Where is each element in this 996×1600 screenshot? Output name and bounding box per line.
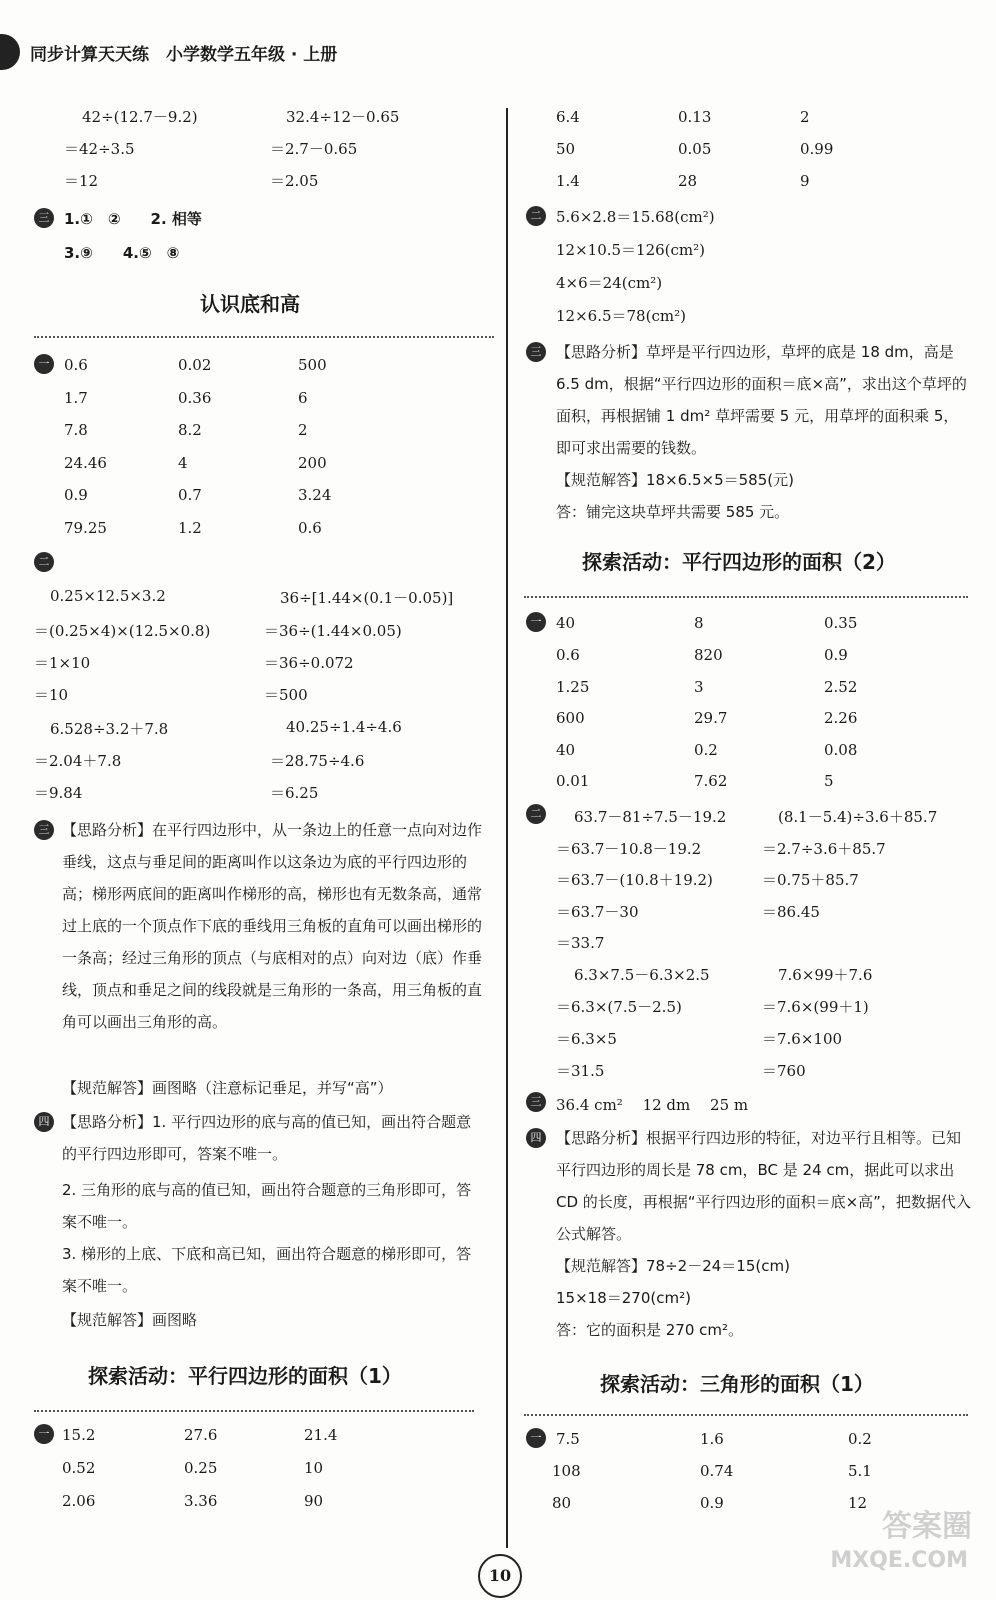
dotted-rule xyxy=(34,1410,474,1412)
section-title: 认识底和高 xyxy=(200,292,300,316)
calc-line: ＝2.05 xyxy=(270,172,319,190)
calc-line: ＝7.6×(99＋1) xyxy=(762,998,869,1016)
grid-cell: 90 xyxy=(304,1492,324,1510)
grid-cell: 0.05 xyxy=(678,140,712,158)
grid-cell: 3.24 xyxy=(298,486,332,504)
calc-line: ＝9.84 xyxy=(34,784,83,802)
calc-line: 12×10.5＝126(cm²) xyxy=(556,241,706,259)
grid-cell: 27.6 xyxy=(184,1426,218,1444)
part-marker-4: 四 xyxy=(34,1112,54,1132)
grid-cell: 6.4 xyxy=(556,108,580,126)
grid-cell: 2.52 xyxy=(824,678,858,696)
grid-cell: 0.2 xyxy=(848,1430,872,1448)
grid-cell: 29.7 xyxy=(694,709,728,727)
grid-cell: 0.6 xyxy=(556,646,580,664)
grid-cell: 0.74 xyxy=(700,1462,734,1480)
grid-cell: 108 xyxy=(552,1462,581,1480)
calc-line: ＝12 xyxy=(64,172,99,190)
part-marker-2: 二 xyxy=(526,206,546,226)
grid-cell: 200 xyxy=(298,454,327,472)
grid-cell: 0.2 xyxy=(694,741,718,759)
calc-line: ＝10 xyxy=(34,686,69,704)
part-marker-3: 三 xyxy=(526,342,546,362)
calc-line: 15×18＝270(cm²) xyxy=(556,1289,691,1307)
calc-line: 40.25÷1.4÷4.6 xyxy=(286,718,402,736)
grid-cell: 0.01 xyxy=(556,772,590,790)
grid-cell: 0.7 xyxy=(178,486,202,504)
conclusion: 答：铺完这块草坪共需要 585 元。 xyxy=(556,503,790,521)
calc-line: ＝(0.25×4)×(12.5×0.8) xyxy=(34,622,211,640)
analysis-paragraph: 3. 梯形的上底、下底和高已知，画出符合题意的梯形即可，答案不唯一。 xyxy=(62,1245,472,1295)
column-divider xyxy=(506,108,508,1548)
grid-cell: 8.2 xyxy=(178,421,202,439)
calc-line: 32.4÷12－0.65 xyxy=(286,108,400,126)
part-marker-1: 一 xyxy=(34,1424,54,1444)
answer-line: 36.4 cm² 12 dm 25 m xyxy=(556,1096,749,1114)
section-title: 探索活动：平行四边形的面积（2） xyxy=(582,550,896,574)
calc-line: ＝36÷(1.44×0.05) xyxy=(264,622,402,640)
grid-cell: 0.99 xyxy=(800,140,834,158)
conclusion: 答：它的面积是 270 cm²。 xyxy=(556,1321,744,1339)
grid-cell: 1.6 xyxy=(700,1430,724,1448)
grid-cell: 8 xyxy=(694,614,704,632)
watermark-url: MXQE.COM xyxy=(830,1548,968,1573)
analysis-paragraph: 【思路分析】草坪是平行四边形，草坪的底是 18 dm，高是 6.5 dm，根据“平行四边形的面积＝底×高”，求出这个草坪的面积，再根据铺 1 dm² 草坪需要 5 元，用草坪的面积乘 5，即可求出需要的钱数。 xyxy=(556,343,967,457)
calc-line: ＝760 xyxy=(762,1062,806,1080)
answer-line: 3.⑨ 4.⑤ ⑧ xyxy=(64,244,180,262)
grid-cell: 28 xyxy=(678,172,698,190)
grid-cell: 12 xyxy=(848,1494,868,1512)
calc-line: ＝63.7－10.8－19.2 xyxy=(556,840,702,858)
analysis-paragraph: 【思路分析】根据平行四边形的特征，对边平行且相等。已知平行四边形的周长是 78 cm，BC 是 24 cm，据此可以求出 CD 的长度，再根据“平行四边形的面积＝底×高”，把数据代入公式解答。 xyxy=(556,1129,971,1243)
grid-cell: 1.4 xyxy=(556,172,580,190)
calc-line: ＝6.3×5 xyxy=(556,1030,617,1048)
standard-answer: 【规范解答】画图略（注意标记垂足，并写“高”） xyxy=(62,1079,393,1097)
page-number: 10 xyxy=(478,1554,522,1598)
calc-line: 36÷[1.44×(0.1－0.05)] xyxy=(280,589,454,607)
calc-line: ＝2.7÷3.6＋85.7 xyxy=(762,840,886,858)
answer-line: 1.① ② 2. 相等 xyxy=(64,210,202,228)
grid-cell: 0.25 xyxy=(184,1459,218,1477)
grid-cell: 7.5 xyxy=(556,1430,580,1448)
grid-cell: 40 xyxy=(556,741,576,759)
dotted-rule xyxy=(524,596,968,598)
part-marker-2: 二 xyxy=(34,552,54,572)
calc-line: ＝31.5 xyxy=(556,1062,605,1080)
calc-line: 42÷(12.7－9.2) xyxy=(82,108,198,126)
grid-cell: 2.06 xyxy=(62,1492,96,1510)
calc-line: ＝36÷0.072 xyxy=(264,654,354,672)
calc-line: ＝2.7－0.65 xyxy=(270,140,358,158)
grid-cell: 5 xyxy=(824,772,834,790)
calc-line: 12×6.5＝78(cm²) xyxy=(556,307,686,325)
grid-cell: 820 xyxy=(694,646,723,664)
calc-line: (8.1－5.4)÷3.6＋85.7 xyxy=(778,808,938,826)
grid-cell: 600 xyxy=(556,709,585,727)
section-title: 探索活动：平行四边形的面积（1） xyxy=(88,1364,402,1388)
calc-line: ＝2.04＋7.8 xyxy=(34,752,122,770)
dotted-rule xyxy=(524,1414,968,1416)
grid-cell: 5.1 xyxy=(848,1462,872,1480)
grid-cell: 79.25 xyxy=(64,519,107,537)
grid-cell: 0.52 xyxy=(62,1459,96,1477)
grid-cell: 4 xyxy=(178,454,188,472)
grid-cell: 0.6 xyxy=(64,356,88,374)
grid-cell: 0.9 xyxy=(824,646,848,664)
calc-line: ＝6.3×(7.5－2.5) xyxy=(556,998,682,1016)
grid-cell: 2.26 xyxy=(824,709,858,727)
calc-line: ＝33.7 xyxy=(556,934,605,952)
grid-cell: 500 xyxy=(298,356,327,374)
grid-cell: 0.02 xyxy=(178,356,212,374)
grid-cell: 21.4 xyxy=(304,1426,338,1444)
part-marker-1: 一 xyxy=(526,612,546,632)
grid-cell: 1.25 xyxy=(556,678,590,696)
part-marker-3: 三 xyxy=(34,208,54,228)
analysis-paragraph: 【思路分析】在平行四边形中，从一条边上的任意一点向对边作垂线，这点与垂足间的距离叫作以这条边为底的平行四边形的高；梯形两底间的距离叫作梯形的高，梯形也有无数条高，通常过上底的一个顶点作下底的垂线用三角板的直角可以画出梯形的一条高；经过三角形的顶点（与底相对的点）向对边（底）作垂线，顶点和垂足之间的线段就是三角形的一条高，用三角板的直角可以画出三角形的高。 xyxy=(62,821,483,1031)
grid-cell: 0.08 xyxy=(824,741,858,759)
part-marker-2: 二 xyxy=(526,804,546,824)
calc-line: ＝42÷3.5 xyxy=(64,140,135,158)
grid-cell: 0.35 xyxy=(824,614,858,632)
standard-answer: 【规范解答】18×6.5×5＝585(元) xyxy=(556,471,794,489)
grid-cell: 1.2 xyxy=(178,519,202,537)
grid-cell: 1.7 xyxy=(64,389,88,407)
calc-line: 6.3×7.5－6.3×2.5 xyxy=(574,966,710,984)
page-header-title: 同步计算天天练 小学数学五年级 · 上册 xyxy=(30,45,338,65)
analysis-paragraph: 2. 三角形的底与高的值已知，画出符合题意的三角形即可，答案不唯一。 xyxy=(62,1181,472,1231)
grid-cell: 24.46 xyxy=(64,454,107,472)
grid-cell: 0.36 xyxy=(178,389,212,407)
standard-answer: 【规范解答】78÷2－24＝15(cm) xyxy=(556,1257,790,1275)
calc-line: ＝0.75＋85.7 xyxy=(762,871,859,889)
part-marker-1: 一 xyxy=(34,354,54,374)
grid-cell: 40 xyxy=(556,614,576,632)
calc-line: 6.528÷3.2＋7.8 xyxy=(50,720,169,738)
analysis-paragraph: 【思路分析】1. 平行四边形的底与高的值已知，画出符合题意的平行四边形即可，答案不唯一。 xyxy=(62,1113,472,1163)
grid-cell: 15.2 xyxy=(62,1426,96,1444)
calc-line: 63.7－81÷7.5－19.2 xyxy=(574,808,727,826)
section-title: 探索活动：三角形的面积（1） xyxy=(600,1372,874,1396)
part-marker-1: 一 xyxy=(526,1428,546,1448)
standard-answer: 【规范解答】画图略 xyxy=(62,1311,198,1329)
calc-line: 0.25×12.5×3.2 xyxy=(50,587,166,605)
grid-cell: 10 xyxy=(304,1459,324,1477)
dotted-rule xyxy=(34,336,494,338)
calc-line: ＝86.45 xyxy=(762,903,820,921)
grid-cell: 0.9 xyxy=(64,486,88,504)
grid-cell: 6 xyxy=(298,389,308,407)
grid-cell: 80 xyxy=(552,1494,572,1512)
calc-line: 4×6＝24(cm²) xyxy=(556,274,663,292)
grid-cell: 2 xyxy=(800,108,810,126)
grid-cell: 0.6 xyxy=(298,519,322,537)
grid-cell: 9 xyxy=(800,172,810,190)
grid-cell: 7.8 xyxy=(64,421,88,439)
grid-cell: 7.62 xyxy=(694,772,728,790)
book-logo-icon xyxy=(0,34,20,70)
grid-cell: 0.9 xyxy=(700,1494,724,1512)
calc-line: ＝500 xyxy=(264,686,308,704)
watermark-logo: 答案圈 xyxy=(882,1509,972,1544)
calc-line: 7.6×99＋7.6 xyxy=(778,966,873,984)
grid-cell: 0.13 xyxy=(678,108,712,126)
calc-line: 5.6×2.8＝15.68(cm²) xyxy=(556,208,715,226)
calc-line: ＝6.25 xyxy=(270,784,319,802)
part-marker-3: 三 xyxy=(34,820,54,840)
grid-cell: 50 xyxy=(556,140,576,158)
calc-line: ＝1×10 xyxy=(34,654,91,672)
calc-line: ＝63.7－(10.8＋19.2) xyxy=(556,871,713,889)
grid-cell: 3.36 xyxy=(184,1492,218,1510)
calc-line: ＝63.7－30 xyxy=(556,903,639,921)
part-marker-3: 三 xyxy=(526,1092,546,1112)
grid-cell: 2 xyxy=(298,421,308,439)
calc-line: ＝28.75÷4.6 xyxy=(270,752,365,770)
part-marker-4: 四 xyxy=(526,1128,546,1148)
grid-cell: 3 xyxy=(694,678,704,696)
calc-line: ＝7.6×100 xyxy=(762,1030,843,1048)
